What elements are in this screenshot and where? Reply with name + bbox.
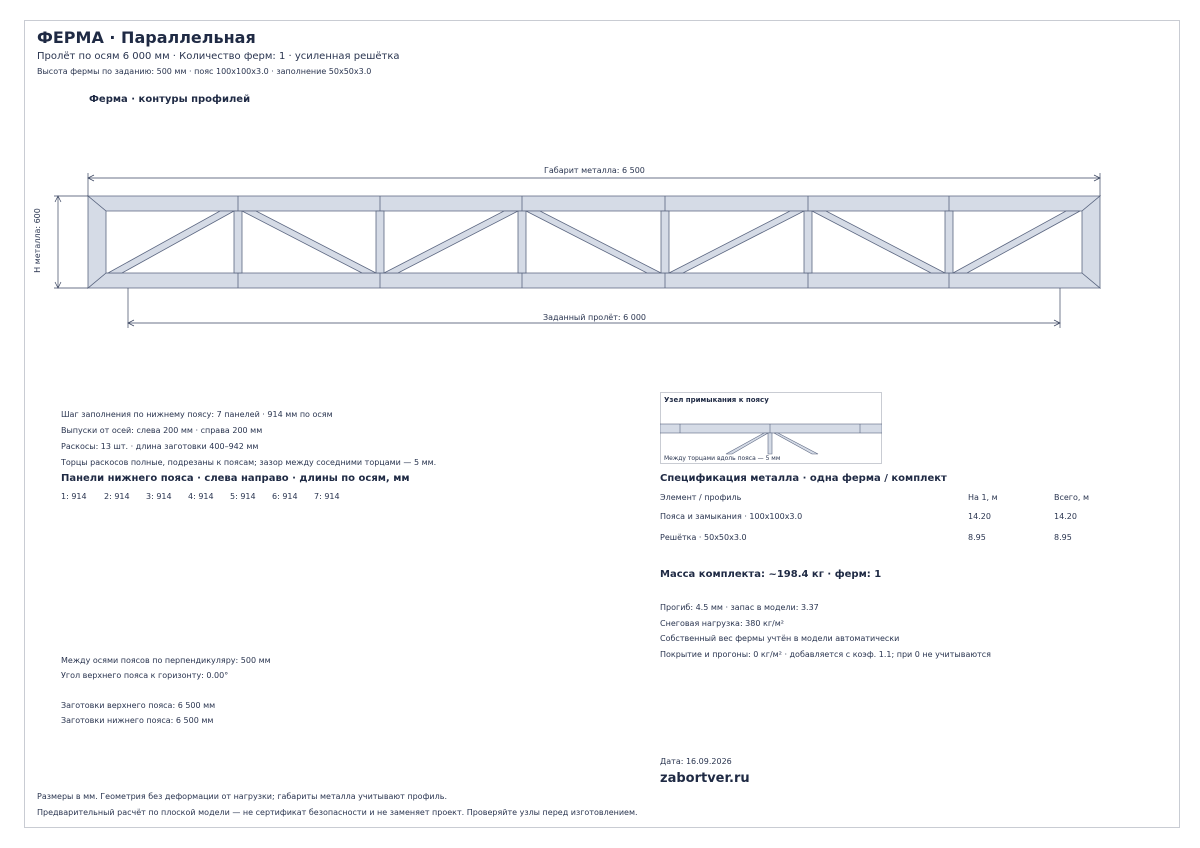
note-line: Раскосы: 13 шт. · длина заготовки 400–942 мм bbox=[61, 442, 259, 451]
spec-row-element: Решётка · 50x50x3.0 bbox=[660, 533, 747, 542]
detail-note: Между торцами вдоль пояса — 5 мм bbox=[664, 455, 781, 462]
diagonal-brace bbox=[108, 211, 234, 273]
page-subtitle-details: Высота фермы по заданию: 500 мм · пояс 100x100x3.0 · заполнение 50x50x3.0 bbox=[37, 67, 372, 76]
site-logo-text: zabortver.ru bbox=[660, 771, 750, 786]
diagonal-brace bbox=[526, 211, 661, 273]
panel-item: 6: 914 bbox=[272, 492, 298, 501]
panel-item: 3: 914 bbox=[146, 492, 172, 501]
footer-note: Размеры в мм. Геометрия без деформации от нагрузки; габариты металла учитывают профиль. bbox=[37, 792, 447, 801]
spec-row-per-one: 8.95 bbox=[968, 533, 986, 542]
spec-title: Спецификация металла · одна ферма / комплект bbox=[660, 473, 947, 484]
panel-item: 4: 914 bbox=[188, 492, 214, 501]
spec-mass: Масса комплекта: ~198.4 кг · ферм: 1 bbox=[660, 569, 882, 580]
bottom-chord bbox=[88, 273, 1100, 288]
load-line: Покрытие и прогоны: 0 кг/м² · добавляется с коэф. 1.1; при 0 не учитываются bbox=[660, 650, 991, 659]
spec-header-element: Элемент / профиль bbox=[660, 493, 742, 502]
detail-title: Узел примыкания к поясу bbox=[664, 396, 769, 404]
diagonal-brace bbox=[242, 211, 376, 273]
panel-item: 2: 914 bbox=[104, 492, 130, 501]
left-end-post bbox=[88, 196, 106, 288]
right-end-post bbox=[1082, 196, 1100, 288]
vertical-post bbox=[945, 211, 953, 273]
diagonal-brace bbox=[953, 211, 1080, 273]
panel-item: 1: 914 bbox=[61, 492, 87, 501]
panel-item: 5: 914 bbox=[230, 492, 256, 501]
drawing-title: Ферма · контуры профилей bbox=[89, 94, 251, 105]
blank-note: Заготовки верхнего пояса: 6 500 мм bbox=[61, 701, 216, 710]
note-line: Выпуски от осей: слева 200 мм · справа 200 мм bbox=[61, 426, 263, 435]
load-line: Собственный вес фермы учтён в модели автоматически bbox=[660, 634, 900, 643]
diagonal-brace bbox=[669, 211, 804, 273]
geometry-note: Между осями поясов по перпендикуляру: 500 мм bbox=[61, 656, 271, 665]
spec-row-element: Пояса и замыкания · 100x100x3.0 bbox=[660, 512, 803, 521]
span-dimension-label: Заданный пролёт: 6 000 bbox=[543, 313, 647, 322]
vertical-post bbox=[661, 211, 669, 273]
spec-row-per-one: 14.20 bbox=[968, 512, 991, 521]
geometry-note: Угол верхнего пояса к горизонту: 0.00° bbox=[61, 671, 229, 680]
vertical-post bbox=[804, 211, 812, 273]
page-title: ФЕРМА · Параллельная bbox=[37, 28, 256, 47]
overall-dimension-label: Габарит металла: 6 500 bbox=[544, 166, 645, 175]
detail-node-sketch bbox=[660, 392, 882, 464]
footer-disclaimer: Предварительный расчёт по плоской модели — не сертификат безопасности и не заменяет проект. Проверяйте узлы перед изготовлением. bbox=[37, 808, 638, 817]
panels-title: Панели нижнего пояса · слева направо · длины по осям, мм bbox=[61, 473, 410, 484]
top-chord bbox=[88, 196, 1100, 211]
date-label: Дата: 16.09.2026 bbox=[660, 757, 732, 766]
vertical-post bbox=[234, 211, 242, 273]
panel-item: 7: 914 bbox=[314, 492, 340, 501]
spec-row-total: 14.20 bbox=[1054, 512, 1077, 521]
load-line: Снеговая нагрузка: 380 кг/м² bbox=[660, 619, 784, 628]
blank-note: Заготовки нижнего пояса: 6 500 мм bbox=[61, 716, 214, 725]
spec-row-total: 8.95 bbox=[1054, 533, 1072, 542]
spec-header-per-one: На 1, м bbox=[968, 493, 998, 502]
diagonal-brace bbox=[384, 211, 518, 273]
height-dimension-label: Н металла: 600 bbox=[32, 208, 42, 273]
page-subtitle: Пролёт по осям 6 000 мм · Количество ферм: 1 · усиленная решётка bbox=[37, 51, 400, 62]
vertical-post bbox=[518, 211, 526, 273]
note-line: Торцы раскосов полные, подрезаны к поясам; зазор между соседними торцами — 5 мм. bbox=[61, 458, 437, 467]
vertical-post bbox=[376, 211, 384, 273]
diagonal-brace bbox=[812, 211, 945, 273]
spec-header-total: Всего, м bbox=[1054, 493, 1090, 502]
load-line: Прогиб: 4.5 мм · запас в модели: 3.37 bbox=[660, 603, 819, 612]
note-line: Шаг заполнения по нижнему поясу: 7 панелей · 914 мм по осям bbox=[61, 410, 333, 419]
